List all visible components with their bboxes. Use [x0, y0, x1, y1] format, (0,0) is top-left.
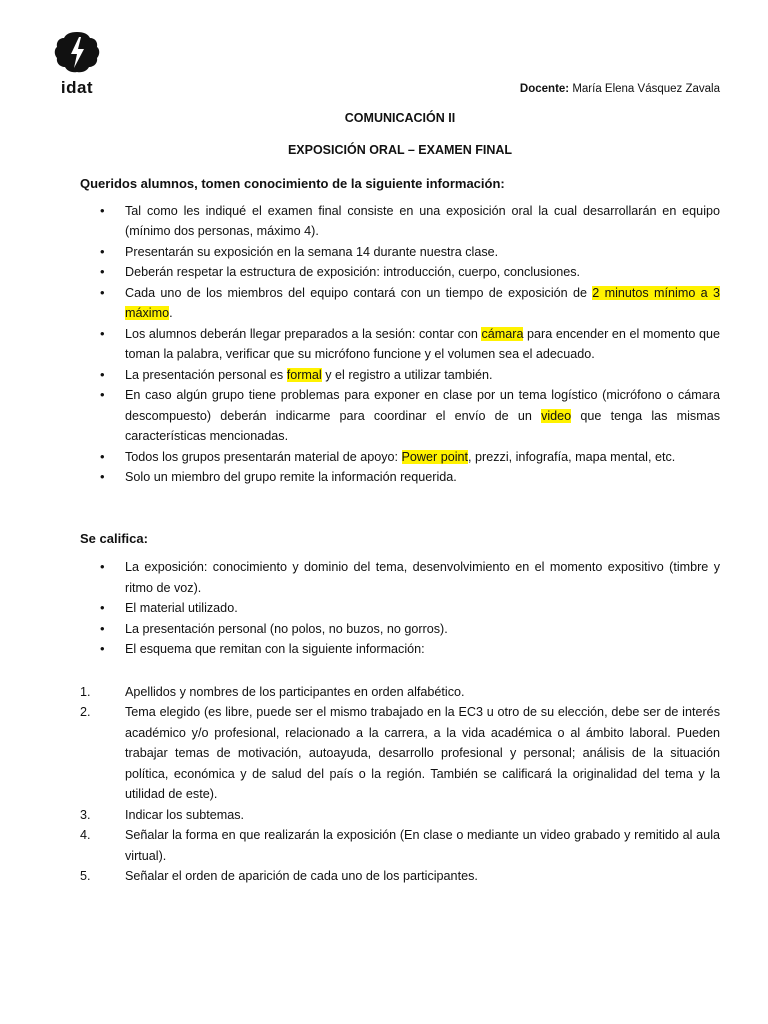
bullet-mark: •: [100, 559, 105, 574]
list-item: [80, 619, 720, 640]
bullet-mark: •: [100, 243, 105, 259]
teacher-label: Docente:: [519, 83, 570, 95]
item-text: Solo un miembro del grupo remite la información requerida.: [125, 470, 457, 484]
grading-list: [80, 557, 720, 660]
intro-text: Queridos alumnos, tomen conocimiento de la siguiente información:: [80, 176, 505, 191]
highlighted-text: cámara: [481, 326, 524, 341]
item-text: Señalar el orden de aparición de cada uno de los participantes.: [125, 869, 478, 883]
item-text: , prezzi, infografía, mapa mental, etc.: [468, 449, 676, 464]
bullet-mark: •: [100, 284, 105, 300]
item-text: La presentación personal (no polos, no buzos, no gorros).: [125, 621, 448, 636]
item-text: En caso algún grupo tiene problemas para exponer en clase por un tema logístico (micrófono o cámara descompuesto) deberán indicarme para coordinar el envío de un: [125, 388, 720, 423]
bullet-mark: •: [100, 641, 105, 656]
list-item: [80, 639, 720, 660]
item-number: 5.: [80, 869, 91, 883]
highlighted-text: video: [541, 408, 572, 423]
item-number: 4.: [80, 828, 91, 842]
instructions-list: [80, 201, 720, 488]
list-item: [80, 283, 720, 324]
highlighted-text: formal: [286, 367, 322, 382]
exam-title: EXPOSICIÓN ORAL – EXAMEN FINAL: [287, 143, 513, 157]
item-text: para encender en el momento que toman la palabra, verificar que su micrófono funcione y el volumen sea el adecuado.: [125, 326, 720, 361]
bullet-mark: •: [100, 366, 105, 382]
list-item: [80, 805, 720, 826]
list-item: [80, 825, 720, 866]
item-text: La presentación personal es: [125, 367, 287, 382]
bullet-mark: •: [100, 387, 105, 402]
item-text: que tenga las mismas características mencionadas.: [125, 408, 720, 443]
list-item: [80, 242, 720, 263]
scheme-list: [80, 682, 720, 887]
list-item: [80, 365, 720, 386]
item-text: El esquema que remitan con la siguiente información:: [125, 642, 425, 656]
item-number: 3.: [80, 807, 91, 822]
bullet-mark: •: [100, 469, 105, 484]
list-item: [80, 385, 720, 447]
item-text: El material utilizado.: [125, 601, 238, 615]
teacher-line: [520, 83, 720, 95]
idat-logo: [48, 28, 106, 100]
list-item: [80, 324, 720, 365]
grading-label: Se califica:: [80, 530, 148, 546]
item-text: Apellidos y nombres de los participantes en orden alfabético.: [125, 684, 465, 699]
document-body: [80, 174, 720, 887]
bullet-mark: •: [100, 202, 105, 218]
list-item: [80, 447, 720, 468]
bullet-mark: •: [100, 325, 105, 341]
item-number: 2.: [80, 705, 91, 719]
item-text: Todos los grupos presentarán material de apoyo:: [125, 449, 402, 464]
list-item: [80, 201, 720, 242]
item-text: Señalar la forma en que realizarán la exposición (En clase o mediante un video grabado y remitido al aula virtual).: [125, 828, 720, 863]
item-text: Deberán respetar la estructura de exposición: introducción, cuerpo, conclusiones.: [125, 265, 581, 279]
item-text: Tema elegido (es libre, puede ser el mismo trabajado en la EC3 u otro de su elección, debe ser de interés académico y/o profesional, relacionado a la carrera, a la vida académica o al ámbito laboral. Pueden trabajar temas de motivación, autoayuda, desarrollo profesional y personal; análisis de la situación política, económica y de salud del país o la región. También se calificará la originalidad del tema y la utilidad de este).: [125, 705, 720, 801]
item-number: 1.: [80, 684, 91, 699]
list-item: [80, 702, 720, 805]
item-text: Cada uno de los miembros del equipo contará con un tiempo de exposición de: [125, 285, 593, 300]
list-item: [80, 467, 720, 488]
item-text: Indicar los subtemas.: [125, 807, 244, 822]
logo-text: idat: [60, 78, 94, 97]
bullet-mark: •: [100, 448, 105, 464]
item-text: Presentarán su exposición en la semana 14 durante nuestra clase.: [125, 244, 499, 259]
list-item: [80, 598, 720, 619]
item-text: La exposición: conocimiento y dominio del tema, desenvolvimiento en el momento expositivo (timbre y ritmo de voz).: [125, 560, 720, 595]
highlighted-text: 2 minutos mínimo a 3 máximo: [125, 285, 720, 320]
bullet-mark: •: [100, 600, 105, 615]
brain-lightning-icon: [48, 28, 106, 76]
highlighted-text: Power point: [401, 449, 469, 464]
list-item: [80, 682, 720, 703]
bullet-mark: •: [100, 264, 105, 279]
bullet-mark: •: [100, 620, 105, 636]
item-text: Tal como les indiqué el examen final consiste en una exposición oral la cual desarrollarán en equipo (mínimo dos personas, máximo 4).: [125, 203, 720, 238]
item-text: Los alumnos deberán llegar preparados a la sesión: contar con: [125, 326, 482, 341]
course-title: COMUNICACIÓN II: [344, 111, 456, 125]
teacher-name: María Elena Vásquez Zavala: [572, 83, 720, 95]
list-item: [80, 557, 720, 598]
item-text: y el registro a utilizar también.: [321, 367, 493, 382]
item-text: .: [169, 306, 173, 320]
list-item: [80, 866, 720, 887]
list-item: [80, 262, 720, 283]
